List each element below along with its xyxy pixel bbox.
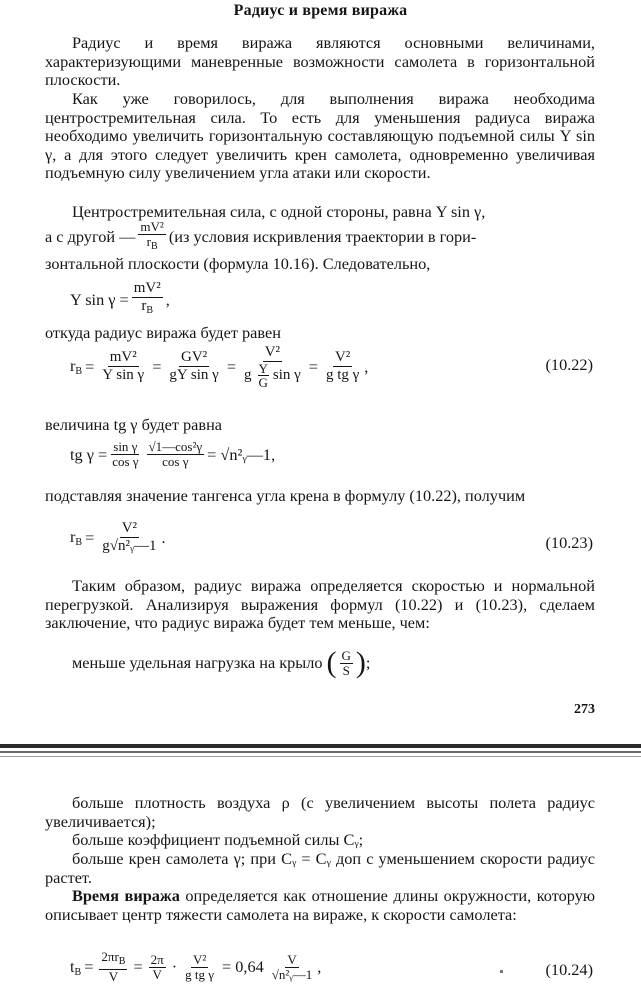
- equation-tail: ,: [317, 957, 322, 976]
- fraction-numerator: √1—cos²γ: [148, 439, 203, 454]
- fraction-numerator: V²: [334, 349, 351, 365]
- equation-10-24: [70, 950, 321, 984]
- fraction-denominator: √n²ᵧ—1: [271, 966, 313, 982]
- equation-lhs: $r_В$: [70, 356, 83, 377]
- fraction-denominator: cos γ: [162, 454, 189, 469]
- equation-10-22: [70, 344, 368, 389]
- list-item-bank-angle: больше крен самолета γ; при Cᵧ = Cᵧ доп с уменьшением скорости радиус растет.: [45, 849, 595, 887]
- fraction-2pi-v: [149, 953, 166, 982]
- fraction-numerator: V²: [121, 520, 138, 536]
- paragraph-force-line2: [45, 220, 476, 254]
- equation-tail: .: [161, 527, 166, 547]
- fraction-numerator: V: [287, 951, 297, 967]
- equals-sign: =: [84, 957, 94, 976]
- equation-rhs: = √n²ᵧ—1,: [207, 444, 276, 464]
- equals-sign: =: [308, 356, 318, 376]
- fraction-circumference: [99, 950, 127, 984]
- fraction-root-cos: [147, 440, 205, 469]
- fraction-denominator: [242, 362, 303, 389]
- fraction-1: [100, 349, 146, 384]
- list-item-air-density: больше плотность воздуха ρ (с увеличением высоты полета радиус увеличивается);: [45, 793, 595, 831]
- right-paren: ): [355, 646, 366, 679]
- print-speck: [500, 970, 503, 973]
- fraction-v2-gtg: [183, 953, 216, 982]
- force-text-a: а с другой —: [45, 227, 136, 246]
- paragraph-tangent-intro: величина tg γ будет равна: [45, 415, 223, 434]
- equation-tail: ,: [364, 356, 369, 376]
- nested-denominator: G: [258, 375, 268, 390]
- equation-lhs: $t_В$: [70, 956, 82, 978]
- fraction-denominator: g tg γ: [185, 966, 215, 982]
- fraction-v-root: [270, 953, 314, 982]
- list-item-wing-load: [72, 648, 370, 678]
- fraction-denominator: S: [342, 662, 350, 678]
- equation-number-10-23: (10.23): [545, 533, 593, 552]
- multiply-dot: ·: [171, 957, 178, 976]
- section-title: Радиус и время виража: [233, 2, 408, 19]
- equation-coefficient: = 0,64: [222, 957, 264, 976]
- fraction-denominator: Y sin γ: [102, 367, 145, 383]
- fraction-numerator: V²: [264, 344, 281, 360]
- fraction-numerator: $2\pi r_В$: [99, 950, 127, 970]
- fraction-numerator: mV²: [133, 280, 161, 296]
- paragraph-substitution: подставляя значение тангенса угла крена в формулу (10.22), получим: [45, 486, 526, 505]
- force-text-b: (из условия искривления траектории в гори-: [168, 227, 477, 246]
- fraction-numerator: GV²: [181, 349, 208, 365]
- equation-number-10-24: (10.24): [545, 960, 593, 979]
- inline-fraction-mv2-r: [138, 220, 165, 254]
- equals-sign: =: [226, 356, 236, 376]
- gravity-symbol: g: [244, 367, 252, 383]
- equation-number-10-22: (10.22): [545, 355, 593, 374]
- left-paren: (: [326, 646, 337, 679]
- sine-term: sin γ: [272, 367, 301, 383]
- fraction-denominator: $r_В$: [146, 234, 158, 252]
- list-item-text: меньше удельная нагрузка на крыло: [72, 653, 323, 672]
- fraction-denominator: V: [108, 969, 119, 984]
- equals-sign: =: [85, 356, 95, 376]
- equals-sign: =: [85, 527, 95, 547]
- equation-lhs: $r_В$: [70, 527, 83, 548]
- fraction-3: [242, 344, 303, 389]
- list-item-lift-coefficient: больше коэффициент подъемной силы Cᵧ;: [72, 830, 364, 849]
- fraction-sin-cos: [110, 440, 140, 469]
- equation-lhs: Y sin γ =: [70, 289, 129, 309]
- fraction-numerator: 2π: [150, 951, 164, 967]
- nested-numerator: Y: [258, 361, 268, 376]
- equation-tangent: [70, 440, 275, 469]
- fraction-denominator: g tg γ: [325, 367, 360, 383]
- equation-lhs: tg γ =: [70, 444, 108, 464]
- equals-sign: =: [133, 957, 143, 976]
- paragraph-turn-time-text: определяется как отношение длины окружности, которую описывает центр тяжести самолета на вираже, к скорости самолета:: [45, 886, 595, 924]
- page-separator: [0, 738, 641, 762]
- fraction-v2-root: [100, 520, 158, 555]
- fraction-denominator: $r_В$: [141, 298, 154, 316]
- paragraph-turn-time: [45, 887, 595, 924]
- fraction-denominator: V: [152, 966, 162, 982]
- fraction-numerator: V²: [192, 951, 207, 967]
- fraction-mv2-r: [132, 280, 163, 319]
- paragraph-centripetal: Как уже говорилось, для выполнения виража необходима центростремительная сила. То есть для уменьшения радиуса виража необходимо увеличить горизонтальную составляющую подъемной силы Y sin γ, а для этого следует увеличить крен самолета, одновременно увеличивая подъемную силу увеличением угла атаки или скорости.: [45, 89, 595, 182]
- page-number: 273: [574, 702, 595, 717]
- fraction-numerator: mV²: [109, 349, 137, 365]
- fraction-g-s: [340, 649, 353, 678]
- term-turn-time: Время виража: [72, 886, 180, 905]
- paragraph-intro: Радиус и время виража являются основными величинами, характеризующими маневренные возможности самолета в горизонтальной плоскости.: [45, 33, 595, 89]
- fraction-numerator: G: [341, 647, 351, 663]
- fraction-denominator: gY sin γ: [169, 367, 219, 383]
- fraction-numerator: sin γ: [113, 439, 138, 454]
- book-page-274: [0, 762, 641, 1008]
- fraction-numerator: mV²: [140, 219, 164, 234]
- fraction-denominator: g√n²ᵧ—1: [102, 538, 157, 554]
- paragraph-radius-intro: откуда радиус виража будет равен: [45, 323, 281, 342]
- fraction-denominator: cos γ: [112, 454, 139, 469]
- fraction-4: [324, 349, 361, 384]
- list-item-tail: ;: [365, 653, 371, 672]
- paragraph-force-line3: зонтальной плоскости (формула 10.16). Следовательно,: [45, 254, 431, 273]
- equation-10-23: [70, 520, 166, 555]
- nested-fraction-y-g: [258, 362, 269, 389]
- equation-tail: ,: [165, 289, 170, 309]
- equals-sign: =: [152, 356, 162, 376]
- paragraph-force-line1: Центростремительная сила, с одной стороны, равна Y sin γ,: [72, 202, 486, 221]
- paragraph-conclusion: Таким образом, радиус виража определяется скоростью и нормальной перегрузкой. Анализируя выражения формул (10.22) и (10.23), сделаем заключение, что радиус виража будет тем меньше, чем:: [45, 576, 595, 632]
- fraction-2: [167, 349, 220, 384]
- equation-force-balance: [70, 280, 170, 319]
